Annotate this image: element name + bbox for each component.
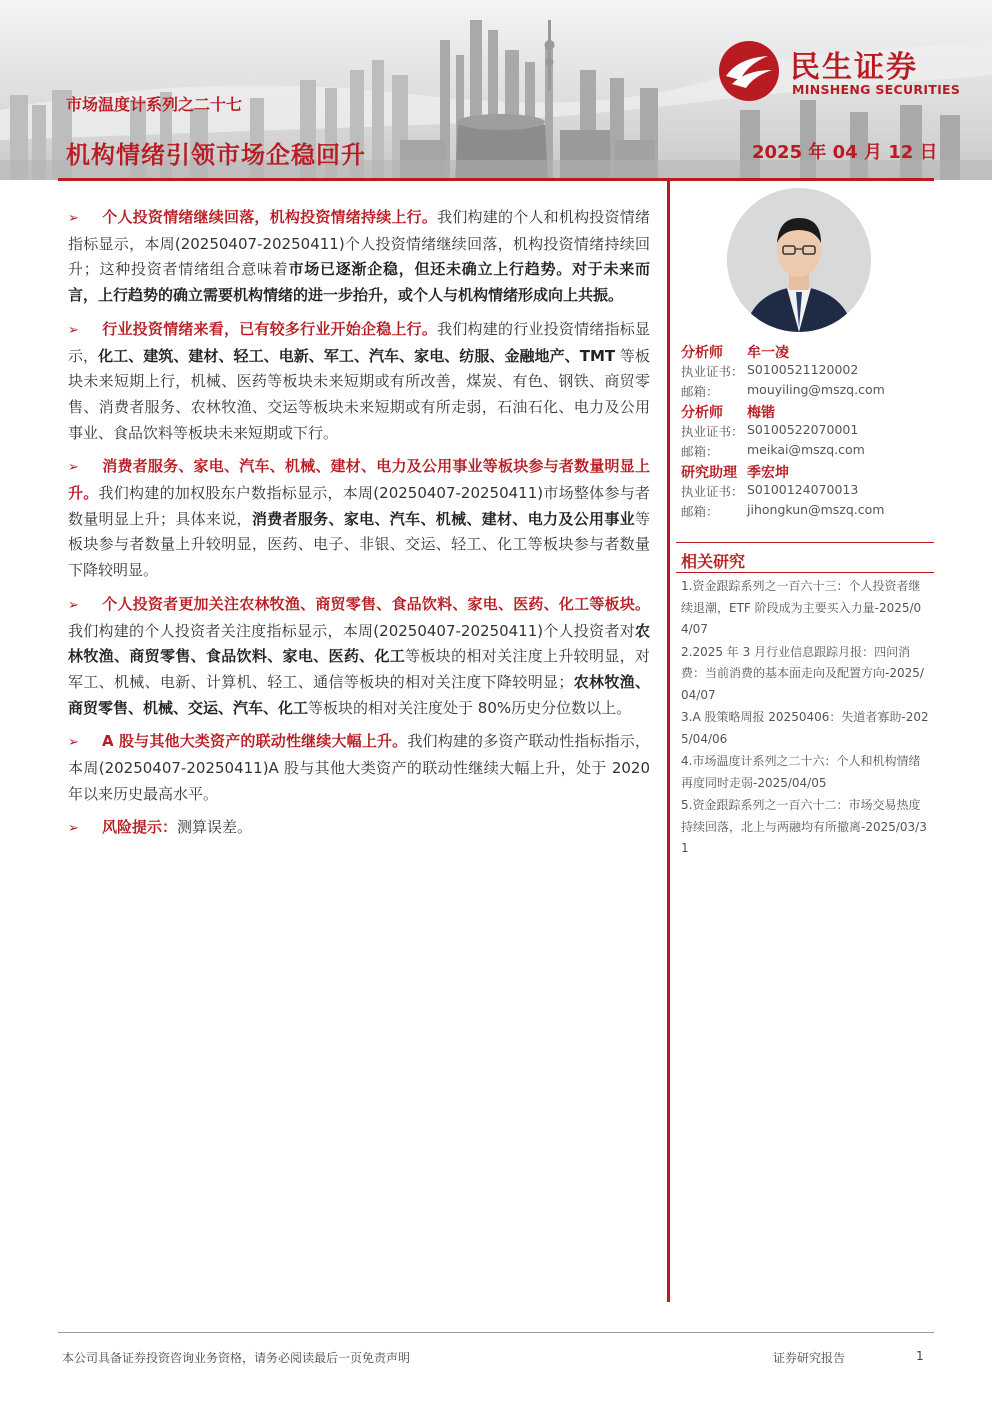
paragraph-text: 等板块的相对关注度上升较明显，对军工、机械、电新、计算机、轻工、通信等板块的相对关注度下降较明显；	[68, 647, 650, 691]
summary-paragraph-3	[68, 454, 650, 584]
paragraph-heading: 消费者服务、家电、汽车、机械、建材、电力及公用事业等板块参与者数量明显上升。	[68, 457, 650, 503]
related-research-link[interactable]: 4.市场温度计系列之二十六：个人和机构情绪再度同时走弱-2025/04/05	[681, 754, 921, 790]
report-date: 2025 年 04 月 12 日	[752, 142, 938, 163]
email-label: 邮箱：	[681, 504, 719, 519]
cert-number: S0100522070001	[747, 422, 859, 437]
paragraph-emphasis: 市场已逐渐企稳，但还未确立上行趋势。对于未来而言，上行趋势的确立需要机构情绪的进一步抬升，或个人与机构情绪形成向上共振。	[68, 260, 650, 305]
analyst-name: 季宏坤	[747, 465, 789, 481]
summary-paragraph-4	[68, 592, 650, 722]
bullet-arrow-icon: ➢	[68, 597, 79, 613]
analyst-name-row	[681, 462, 941, 482]
analyst-cert-row	[681, 422, 941, 442]
footer-disclaimer: 本公司具备证券投资咨询业务资格，请务必阅读最后一页免责声明	[62, 1351, 411, 1365]
risk-warning-paragraph	[68, 815, 650, 842]
related-divider-bottom	[676, 572, 934, 573]
related-research-link[interactable]: 2.2025 年 3 月行业信息跟踪月报：四问消费：当前消费的基本面走向及配置方向-2025/04/07	[681, 644, 924, 702]
related-research-title: 相关研究	[681, 552, 746, 571]
analyst-email-row	[681, 442, 941, 462]
logo-text-cn: 民生证券	[790, 50, 918, 85]
series-title: 市场温度计系列之二十七	[66, 95, 243, 114]
paragraph-text: 我们构建的加权股东户数指标显示，本周(20250407-20250411)市场整体参与者数量明显上升；具体来说，	[68, 484, 650, 528]
bullet-arrow-icon: ➢	[68, 460, 79, 476]
paragraph-emphasis: 农林牧渔、商贸零售、机械、交运、汽车、化工	[68, 672, 650, 717]
analyst-role: 研究助理	[681, 465, 737, 481]
cert-label: 执业证书：	[681, 484, 744, 499]
analyst-role: 分析师	[681, 405, 723, 421]
paragraph-heading: 个人投资者更加关注农林牧渔、商贸零售、食品饮料、家电、医药、化工等板块。	[102, 594, 650, 613]
page-number: 1	[916, 1349, 924, 1363]
paragraph-heading: 风险提示：	[102, 818, 178, 837]
related-research-link[interactable]: 3.A 股策略周报 20250406：失道者寡助-2025/04/06	[681, 710, 929, 746]
header-divider	[58, 178, 934, 181]
cert-number: S0100124070013	[747, 482, 859, 497]
analyst-email-row	[681, 502, 941, 522]
analyst-name-row	[681, 402, 941, 422]
logo-mark-icon	[718, 40, 780, 102]
logo-text-en: MINSHENG SECURITIES	[792, 82, 961, 97]
email-label: 邮箱：	[681, 444, 719, 459]
paragraph-heading: A 股与其他大类资产的联动性继续大幅上升。	[102, 732, 408, 751]
analyst-name-row	[681, 342, 941, 362]
email-label: 邮箱：	[681, 384, 719, 399]
paragraph-emphasis: 消费者服务、家电、汽车、机械、建材、电力及公用事业	[251, 509, 635, 528]
bullet-arrow-icon: ➢	[68, 821, 79, 837]
summary-paragraph-2	[68, 317, 650, 447]
summary-column	[68, 205, 650, 850]
analyst-email-link[interactable]: mouyiling@mszq.com	[747, 382, 885, 397]
paragraph-heading: 个人投资情绪继续回落，机构投资情绪持续上行。	[102, 208, 438, 226]
column-divider	[667, 181, 670, 1302]
paragraph-text: 等板块的相对关注度处于 80%历史分位数以上。	[308, 698, 632, 717]
analyst-email-link[interactable]: jihongkun@mszq.com	[747, 502, 885, 517]
bullet-arrow-icon: ➢	[68, 735, 79, 751]
analyst-role: 分析师	[681, 345, 723, 361]
related-research-list	[681, 576, 929, 861]
analyst-list	[681, 342, 941, 522]
paragraph-text: 我们构建的个人和机构投资情绪指标显示，本周(20250407-20250411)个人投资情绪继续回落，机构投资情绪持续回升；这种投资者情绪组合意味着	[68, 208, 650, 279]
analyst-name: 牟一凌	[747, 345, 789, 361]
analyst-name: 梅锴	[747, 405, 775, 421]
analyst-email-row	[681, 382, 941, 402]
footer-doc-type: 证券研究报告	[773, 1351, 846, 1365]
paragraph-text: 我们构建的个人投资者关注度指标显示，本周(20250407-20250411)个人投资者对	[68, 621, 635, 640]
paragraph-text: 我们构建的行业投资情绪指标显示，	[68, 319, 650, 365]
related-divider-top	[676, 542, 934, 543]
related-research-link[interactable]: 5.资金跟踪系列之一百六十二：市场交易热度持续回落，北上与两融均有所撤离-2025/03/31	[681, 798, 927, 855]
paragraph-text: 等板块未来短期上行，机械、医药等板块未来短期或有所改善，煤炭、有色、钢铁、商贸零售、消费者服务、农林牧渔、交运等板块未来短期或有所走弱，石油石化、电力及公用事业、食品饮料等板块未来短期或下行。	[68, 346, 650, 442]
analyst-portrait-icon	[727, 188, 871, 332]
cert-number: S0100521120002	[747, 362, 859, 377]
summary-paragraph-1	[68, 205, 650, 309]
paragraph-text: 等板块参与者数量上升较明显，医药、电子、非银、交运、轻工、化工等板块参与者数量下降较明显。	[68, 509, 650, 580]
paragraph-emphasis: 化工、建筑、建材、轻工、电新、军工、汽车、家电、纺服、金融地产、TMT	[98, 346, 616, 365]
related-research-link[interactable]: 1.资金跟踪系列之一百六十三：个人投资者继续退潮，ETF 阶段成为主要买入力量-2025/04/07	[681, 579, 922, 636]
analyst-email-link[interactable]: meikai@mszq.com	[747, 442, 865, 457]
analyst-photo	[727, 188, 871, 332]
paragraph-text: 我们构建的多资产联动性指标指示，本周(20250407-20250411)A 股与其他大类资产的联动性继续大幅上升，处于 2020 年以来历史最高水平。	[68, 732, 650, 803]
page-title: 机构情绪引领市场企稳回升	[66, 141, 366, 169]
bullet-arrow-icon: ➢	[68, 322, 79, 338]
company-logo	[718, 40, 968, 102]
cert-label: 执业证书：	[681, 424, 744, 439]
footer-divider	[58, 1332, 934, 1333]
bullet-arrow-icon: ➢	[68, 211, 79, 226]
paragraph-heading: 行业投资情绪来看，已有较多行业开始企稳上行。	[102, 319, 438, 338]
analyst-cert-row	[681, 362, 941, 382]
paragraph-text: 测算误差。	[177, 818, 253, 837]
cert-label: 执业证书：	[681, 364, 744, 379]
paragraph-emphasis: 农林牧渔、商贸零售、食品饮料、家电、医药、化工	[68, 621, 650, 666]
analyst-cert-row	[681, 482, 941, 502]
summary-paragraph-5	[68, 729, 650, 807]
